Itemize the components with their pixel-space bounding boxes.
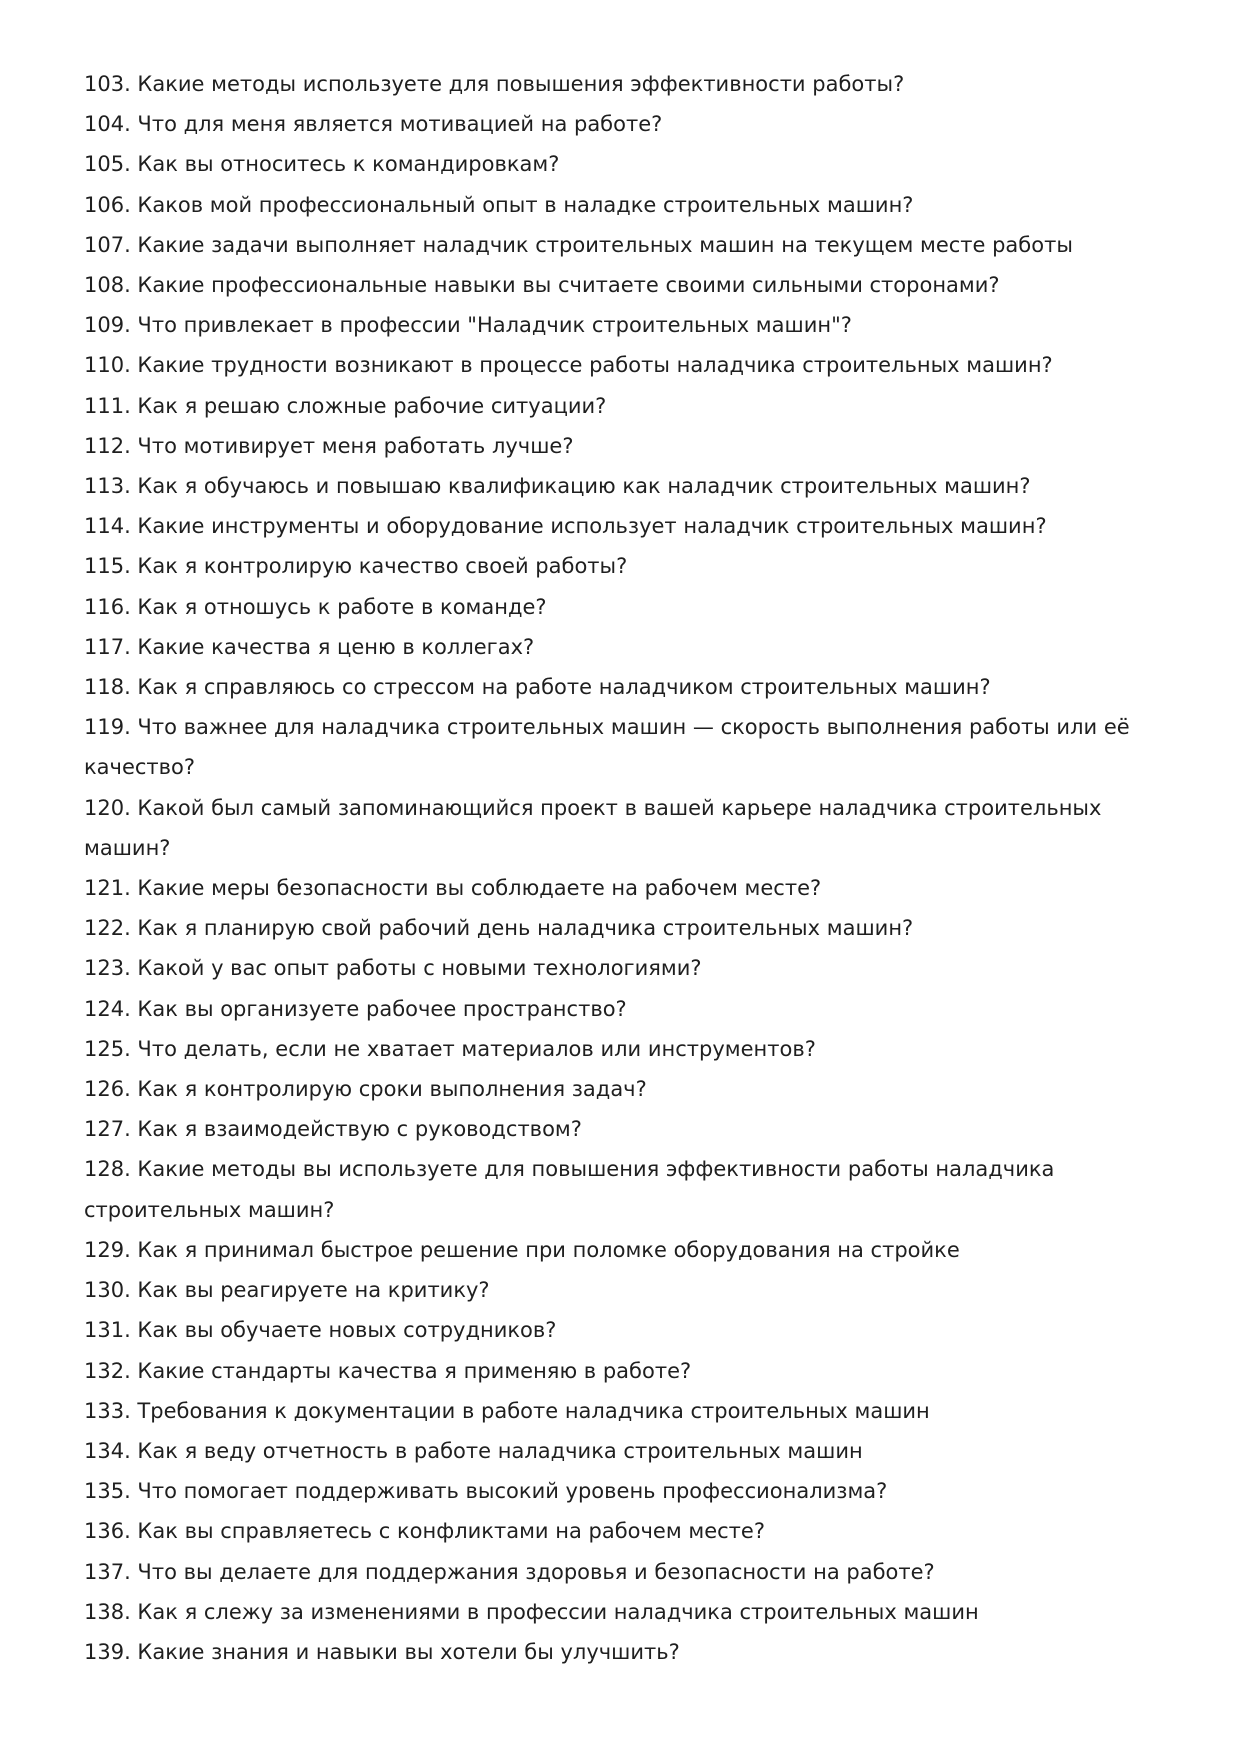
question-list	[84, 64, 1164, 1672]
question-item: 111. Как я решаю сложные рабочие ситуации?	[84, 393, 607, 418]
question-item: 136. Как вы справляетесь с конфликтами на рабочем месте?	[84, 1519, 765, 1544]
question-item: 119. Что важнее для наладчика строительных машин — скорость выполнения работы или её качество?	[84, 715, 1130, 780]
question-item: 127. Как я взаимодействую с руководством?	[84, 1117, 582, 1142]
question-item: 129. Как я принимал быстрое решение при поломке оборудования на стройке	[84, 1237, 960, 1262]
question-item: 123. Какой у вас опыт работы с новыми технологиями?	[84, 956, 702, 981]
question-item: 115. Как я контролирую качество своей работы?	[84, 554, 628, 579]
question-item: 106. Каков мой профессиональный опыт в наладке строительных машин?	[84, 192, 914, 217]
question-item: 130. Как вы реагируете на критику?	[84, 1278, 490, 1303]
question-item: 118. Как я справляюсь со стрессом на работе наладчиком строительных машин?	[84, 675, 991, 700]
question-item: 104. Что для меня является мотивацией на работе?	[84, 112, 663, 137]
question-item: 139. Какие знания и навыки вы хотели бы улучшить?	[84, 1639, 680, 1664]
question-item: 109. Что привлекает в профессии "Наладчик строительных машин"?	[84, 313, 852, 338]
question-item: 138. Как я слежу за изменениями в профессии наладчика строительных машин	[84, 1599, 979, 1624]
question-item: 135. Что помогает поддерживать высокий уровень профессионализма?	[84, 1479, 888, 1504]
question-item: 128. Какие методы вы используете для повышения эффективности работы наладчика строительных машин?	[84, 1157, 1055, 1222]
question-item: 103. Какие методы используете для повышения эффективности работы?	[84, 72, 905, 96]
question-item: 122. Как я планирую свой рабочий день наладчика строительных машин?	[84, 916, 914, 941]
question-item: 134. Как я веду отчетность в работе наладчика строительных машин	[84, 1438, 863, 1463]
question-item: 132. Какие стандарты качества я применяю в работе?	[84, 1358, 692, 1383]
question-item: 110. Какие трудности возникают в процессе работы наладчика строительных машин?	[84, 353, 1053, 378]
question-item: 133. Требования к документации в работе наладчика строительных машин	[84, 1398, 930, 1423]
question-item: 116. Как я отношусь к работе в команде?	[84, 594, 547, 619]
question-item: 137. Что вы делаете для поддержания здоровья и безопасности на работе?	[84, 1559, 935, 1584]
question-item: 114. Какие инструменты и оборудование использует наладчик строительных машин?	[84, 514, 1047, 539]
question-item: 126. Как я контролирую сроки выполнения задач?	[84, 1077, 647, 1102]
question-item: 131. Как вы обучаете новых сотрудников?	[84, 1318, 557, 1343]
question-item: 120. Какой был самый запоминающийся проект в вашей карьере наладчика строительных машин?	[84, 795, 1102, 860]
question-item: 113. Как я обучаюсь и повышаю квалификацию как наладчик строительных машин?	[84, 474, 1031, 499]
question-item: 117. Какие качества я ценю в коллегах?	[84, 634, 535, 659]
question-item: 121. Какие меры безопасности вы соблюдаете на рабочем месте?	[84, 876, 822, 901]
question-item: 107. Какие задачи выполняет наладчик строительных машин на текущем месте работы	[84, 232, 1073, 257]
question-item: 105. Как вы относитесь к командировкам?	[84, 152, 560, 177]
question-item: 112. Что мотивирует меня работать лучше?	[84, 433, 574, 458]
question-item: 125. Что делать, если не хватает материалов или инструментов?	[84, 1036, 816, 1061]
question-item: 124. Как вы организуете рабочее пространство?	[84, 996, 627, 1021]
question-item: 108. Какие профессиональные навыки вы считаете своими сильными сторонами?	[84, 273, 1000, 298]
